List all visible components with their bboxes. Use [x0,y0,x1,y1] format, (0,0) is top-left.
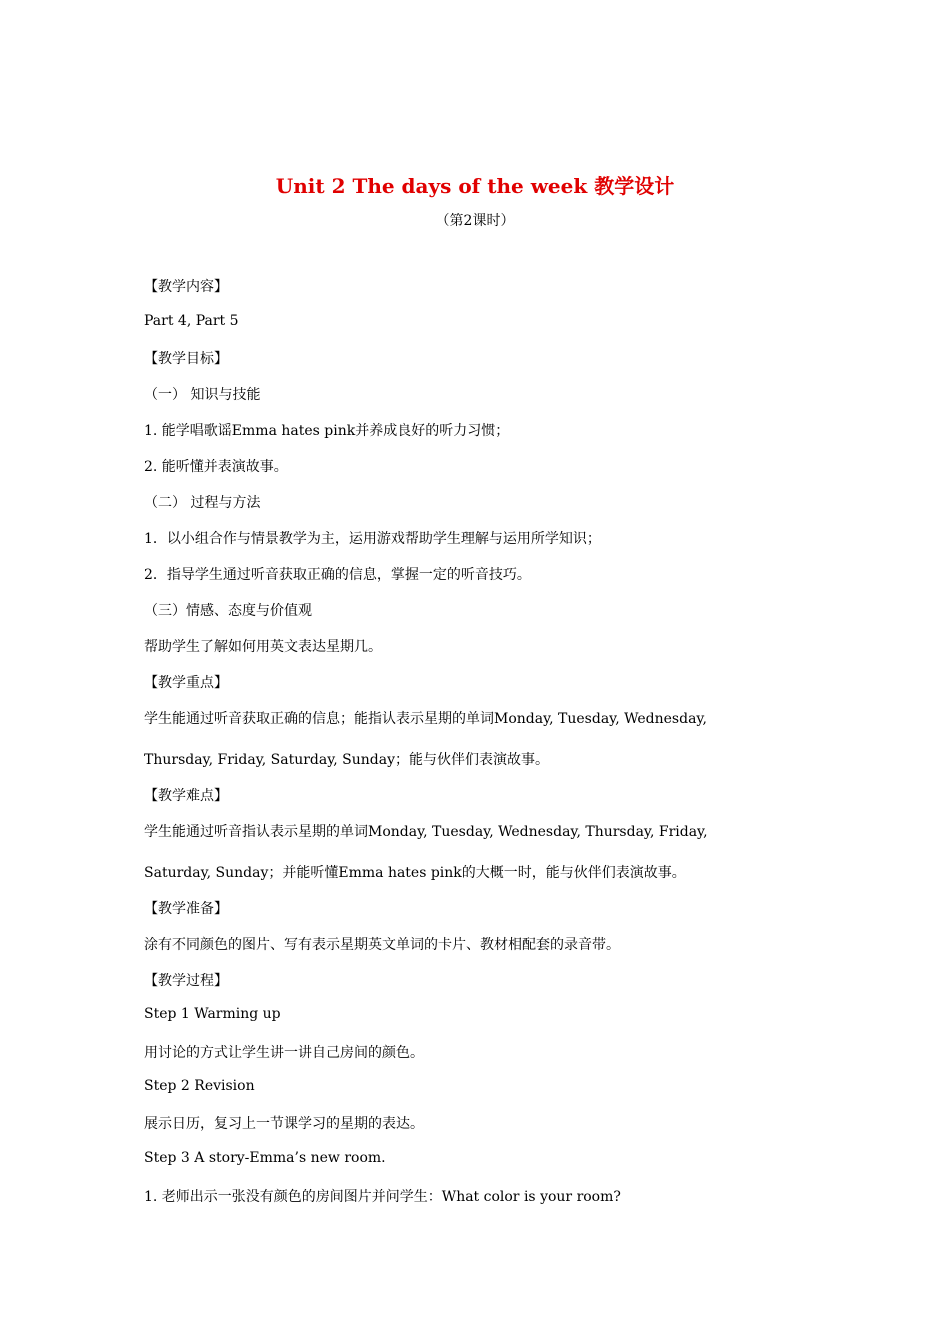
list-item: 1. 能学唱歌谣Emma hates pink并养成良好的听力习惯； [144,423,510,439]
document-title: Unit 2 The days of the week 教学设计 [275,174,675,198]
subheading: （二） 过程与方法 [144,495,261,511]
step-heading: Step 1 Warming up [144,1006,281,1022]
paragraph: Thursday, Friday, Saturday, Sunday；能与伙伴们表演故事。 [144,752,550,768]
paragraph: 用讨论的方式让学生讲一讲自己房间的颜色。 [144,1045,424,1061]
heading-procedure: 【教学过程】 [144,973,228,989]
heading-key-points: 【教学重点】 [144,675,228,691]
step-heading: Step 2 Revision [144,1078,255,1094]
list-item: 2．指导学生通过听音获取正确的信息，掌握一定的听音技巧。 [144,567,531,583]
paragraph: 帮助学生了解如何用英文表达星期几。 [144,639,382,655]
paragraph: 学生能通过听音指认表示星期的单词Monday, Tuesday, Wednesday, Thursday, Friday, [144,824,708,840]
paragraph: 涂有不同颜色的图片、写有表示星期英文单词的卡片、教材相配套的录音带。 [144,937,620,953]
list-item: 1．以小组合作与情景教学为主，运用游戏帮助学生理解与运用所学知识； [144,531,601,547]
subheading: （一） 知识与技能 [144,387,261,403]
heading-content: 【教学内容】 [144,279,228,295]
paragraph: Saturday, Sunday；并能听懂Emma hates pink的大概一时，能与伙伴们表演故事。 [144,865,686,881]
paragraph: 展示日历，复习上一节课学习的星期的表达。 [144,1116,424,1132]
subheading: （三）情感、态度与价值观 [144,603,312,619]
paragraph: Part 4, Part 5 [144,313,239,329]
list-item: 1. 老师出示一张没有颜色的房间图片并问学生：What color is your room? [144,1189,621,1205]
lesson-number: （第2课时） [435,213,515,229]
heading-preparation: 【教学准备】 [144,901,228,917]
paragraph: 学生能通过听音获取正确的信息；能指认表示星期的单词Monday, Tuesday, Wednesday, [144,711,707,727]
heading-objectives: 【教学目标】 [144,351,228,367]
heading-difficulties: 【教学难点】 [144,788,228,804]
list-item: 2. 能听懂并表演故事。 [144,459,288,475]
step-heading: Step 3 A story-Emma’s new room. [144,1150,386,1166]
